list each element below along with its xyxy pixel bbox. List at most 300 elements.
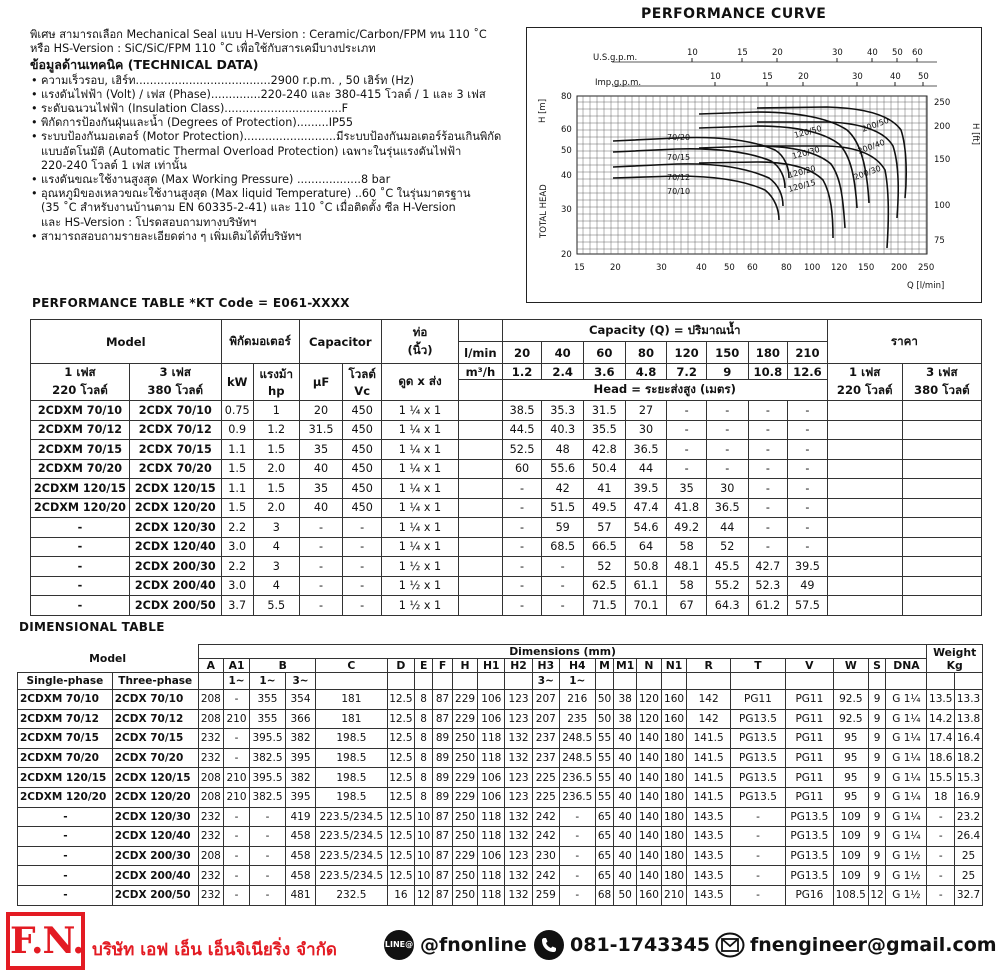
dim-value: - bbox=[250, 885, 286, 905]
tech-item-temperature: • อุณหภูมิของเหลวขณะใช้งานสูงสุด (Max liquid Temperature) ..60 ˚C ในรุ่นมาตรฐาน bbox=[30, 187, 520, 201]
perf-head-value: - bbox=[667, 440, 707, 460]
dim-value: 8 bbox=[415, 748, 433, 768]
dim-model-1phase: - bbox=[18, 827, 113, 847]
perf-head-value: 54.6 bbox=[625, 518, 667, 538]
dim-value: 160 bbox=[661, 709, 686, 729]
perf-head-value: - bbox=[788, 420, 828, 440]
dim-col-c: C bbox=[316, 659, 387, 673]
col-m3h: m³/h bbox=[459, 364, 503, 380]
dim-value: 180 bbox=[661, 729, 686, 749]
dim-value: 123 bbox=[505, 787, 532, 807]
dim-value: 236.5 bbox=[559, 787, 595, 807]
dim-value: PG11 bbox=[785, 787, 833, 807]
perf-hp: 4 bbox=[253, 537, 299, 557]
dim-value: 140 bbox=[636, 748, 661, 768]
dim-value: 12.5 bbox=[387, 748, 415, 768]
perf-vc: - bbox=[343, 596, 382, 616]
dim-col-h: H bbox=[452, 659, 477, 673]
dim-value: 95 bbox=[833, 787, 868, 807]
dim-value: - bbox=[731, 827, 786, 847]
company-name: บริษัท เอฟ เอ็น เอ็นจิเนียริ่ง จำกัด bbox=[92, 940, 337, 960]
dim-row bbox=[18, 787, 983, 807]
perf-blank bbox=[459, 479, 503, 499]
dim-value: 229 bbox=[452, 768, 477, 788]
dim-value: 50 bbox=[595, 709, 614, 729]
special-line-2: หรือ HS-Version : SiC/SiC/FPM 110 ˚C เพื่อใช้กับสารเคมีบางประเภท bbox=[30, 42, 376, 56]
perf-price-3phase bbox=[902, 440, 981, 460]
dim-value: 109 bbox=[833, 866, 868, 886]
dim-value: - bbox=[559, 827, 595, 847]
dim-value: G 1¼ bbox=[886, 748, 927, 768]
perf-model-3phase: 2CDX 200/50 bbox=[129, 596, 221, 616]
perf-blank bbox=[459, 576, 503, 596]
dim-value: 95 bbox=[833, 729, 868, 749]
dim-value: 10 bbox=[415, 807, 433, 827]
dim-value: 132 bbox=[505, 885, 532, 905]
perf-row bbox=[31, 557, 982, 577]
price-3phase-label: 3 เฟส bbox=[926, 365, 958, 379]
perf-head-value: 70.1 bbox=[625, 596, 667, 616]
perf-vc: 450 bbox=[343, 459, 382, 479]
dim-value: 207 bbox=[532, 690, 559, 710]
perf-head-value: 50.8 bbox=[625, 557, 667, 577]
dim-value: 87 bbox=[433, 827, 453, 847]
y-right-tick: 75 bbox=[934, 236, 945, 246]
perf-head-value: - bbox=[667, 401, 707, 421]
perf-head-value: - bbox=[502, 557, 542, 577]
company-logo: F.N. bbox=[6, 912, 85, 970]
dim-value: - bbox=[731, 846, 786, 866]
dim-model-3phase: 2CDX 70/12 bbox=[112, 709, 198, 729]
curve-label: 200/40 bbox=[856, 137, 887, 156]
price-380v-label: 380 โวลต์ bbox=[914, 383, 970, 397]
q-axis-label: Q [l/min] bbox=[907, 281, 945, 291]
perf-head-value: 55.2 bbox=[706, 576, 748, 596]
phone-icon bbox=[534, 930, 564, 960]
dim-value: 355 bbox=[250, 709, 286, 729]
perf-head-value: - bbox=[502, 576, 542, 596]
dim-value: 40 bbox=[614, 748, 636, 768]
dim-col-h3: H3 bbox=[532, 659, 559, 673]
curve-label: 70/10 bbox=[667, 187, 691, 196]
m3h-value: 3.6 bbox=[584, 364, 626, 380]
dim-value: 208 bbox=[198, 787, 223, 807]
dim-value: - bbox=[559, 807, 595, 827]
perf-vc: - bbox=[343, 518, 382, 538]
perf-head-value: - bbox=[748, 498, 788, 518]
dim-row bbox=[18, 827, 983, 847]
dimensional-table-title: DIMENSIONAL TABLE bbox=[19, 620, 165, 634]
perf-pipe: 1 ¼ x 1 bbox=[381, 401, 458, 421]
dim-value: 230 bbox=[532, 846, 559, 866]
dim-value: G 1½ bbox=[886, 885, 927, 905]
dim-value: 140 bbox=[636, 827, 661, 847]
dim-value: 16.4 bbox=[955, 729, 983, 749]
dim-value: 55 bbox=[595, 768, 614, 788]
perf-pipe: 1 ¼ x 1 bbox=[381, 440, 458, 460]
dim-value: 32.7 bbox=[955, 885, 983, 905]
dim-value: 108.5 bbox=[833, 885, 868, 905]
lmin-value: 20 bbox=[502, 342, 542, 364]
col-vc-en: Vc bbox=[354, 384, 371, 398]
dim-value: PG13.5 bbox=[731, 787, 786, 807]
dim-value: 106 bbox=[478, 846, 505, 866]
x-tick: 60 bbox=[747, 263, 758, 273]
dim-value: 40 bbox=[614, 729, 636, 749]
dim-value: - bbox=[250, 807, 286, 827]
perf-row bbox=[31, 596, 982, 616]
dim-value: 9 bbox=[868, 768, 886, 788]
perf-head-value: - bbox=[542, 576, 584, 596]
perf-hp: 1 bbox=[253, 401, 299, 421]
perf-head-value: 61.2 bbox=[748, 596, 788, 616]
dim-value: 223.5/234.5 bbox=[316, 827, 387, 847]
perf-row bbox=[31, 518, 982, 538]
dim-value: 143.5 bbox=[687, 885, 731, 905]
perf-uf: 31.5 bbox=[299, 420, 343, 440]
dim-value: 250 bbox=[452, 729, 477, 749]
dim-value: 109 bbox=[833, 846, 868, 866]
dim-value: 89 bbox=[433, 787, 453, 807]
perf-head-value: - bbox=[748, 420, 788, 440]
col-uf: µF bbox=[299, 364, 343, 401]
perf-head-value: 38.5 bbox=[502, 401, 542, 421]
perf-head-value: 48 bbox=[542, 440, 584, 460]
perf-hp: 2.0 bbox=[253, 459, 299, 479]
perf-row bbox=[31, 537, 982, 557]
perf-head-value: 35 bbox=[667, 479, 707, 499]
dim-value: 118 bbox=[478, 827, 505, 847]
col-380v-label: 380 โวลต์ bbox=[147, 383, 204, 397]
perf-head-value: 47.4 bbox=[625, 498, 667, 518]
usgpm-ticks bbox=[687, 48, 923, 62]
dim-value: 181 bbox=[316, 709, 387, 729]
dim-value: PG13.5 bbox=[785, 846, 833, 866]
perf-price-1phase bbox=[827, 518, 902, 538]
dim-value: 13.8 bbox=[955, 709, 983, 729]
perf-head-value: 67 bbox=[667, 596, 707, 616]
perf-pipe: 1 ¼ x 1 bbox=[381, 420, 458, 440]
perf-model-3phase: 2CDX 70/10 bbox=[129, 401, 221, 421]
dim-value: 180 bbox=[661, 787, 686, 807]
lmin-value: 180 bbox=[748, 342, 788, 364]
dim-value: 232 bbox=[198, 827, 223, 847]
dim-value: 395.5 bbox=[250, 729, 286, 749]
curve-label: 120/30 bbox=[791, 144, 821, 161]
perf-uf: - bbox=[299, 557, 343, 577]
dim-value: 458 bbox=[285, 827, 315, 847]
dim-value: 229 bbox=[452, 846, 477, 866]
y-left-tick: 30 bbox=[561, 205, 572, 215]
h-ft-label: H [ft] bbox=[970, 123, 980, 145]
dim-model-3phase: 2CDX 70/20 bbox=[112, 748, 198, 768]
col-head: Head = ระยะส่งสูง (เมตร) bbox=[502, 380, 827, 401]
dim-value: 118 bbox=[478, 866, 505, 886]
dim-row bbox=[18, 846, 983, 866]
col-hp bbox=[253, 364, 299, 401]
dim-value: 9 bbox=[868, 690, 886, 710]
dim-value: 16 bbox=[387, 885, 415, 905]
dim-value: 95 bbox=[833, 748, 868, 768]
dim-value: 106 bbox=[478, 709, 505, 729]
dim-value: - bbox=[731, 866, 786, 886]
dim-value: 132 bbox=[505, 748, 532, 768]
x-tick: 100 bbox=[804, 263, 821, 273]
dim-value: 18.2 bbox=[955, 748, 983, 768]
dim-value: 9 bbox=[868, 729, 886, 749]
dim-value: 210 bbox=[661, 885, 686, 905]
dim-value: 223.5/234.5 bbox=[316, 807, 387, 827]
m3h-value: 12.6 bbox=[788, 364, 828, 380]
dim-value: G 1¼ bbox=[886, 787, 927, 807]
tech-item-pressure: • แรงดันขณะใช้งานสูงสุด (Max Working Pressure) ..................8 bar bbox=[30, 173, 520, 187]
dim-value: 141.5 bbox=[687, 729, 731, 749]
dim-value: 87 bbox=[433, 690, 453, 710]
m3h-value: 2.4 bbox=[542, 364, 584, 380]
dim-value: 12.5 bbox=[387, 846, 415, 866]
perf-head-value: 66.5 bbox=[584, 537, 626, 557]
email-address[interactable]: fnengineer@gmail.com bbox=[750, 934, 997, 956]
perf-head-value: 41 bbox=[584, 479, 626, 499]
usgpm-label: U.S.g.p.m. bbox=[593, 53, 638, 63]
m3h-value: 10.8 bbox=[748, 364, 788, 380]
perf-blank bbox=[459, 596, 503, 616]
perf-model-1phase: 2CDXM 70/15 bbox=[31, 440, 130, 460]
dim-row bbox=[18, 885, 983, 905]
dim-value: 25 bbox=[955, 846, 983, 866]
perf-model-1phase: - bbox=[31, 576, 130, 596]
perf-model-3phase: 2CDX 200/30 bbox=[129, 557, 221, 577]
tech-item-motor-cont-1: แบบอัตโนมัติ (Automatic Thermal Overload Protection) เฉพาะในรุ่นแรงดันไฟฟ้า bbox=[41, 144, 462, 158]
tech-item-motor-cont-2: 220-240 โวลต์ 1 เฟส เท่านั้น bbox=[41, 158, 187, 172]
tech-item-speed: • ความเร็วรอบ, เฮิร์ท......................................2900 r.p.m. , 50 เฮิร์ท (Hz) bbox=[30, 74, 520, 88]
phone-number[interactable]: 081-1743345 bbox=[570, 934, 711, 956]
dim-value: - bbox=[223, 827, 249, 847]
dim-value: 458 bbox=[285, 846, 315, 866]
perf-head-value: 71.5 bbox=[584, 596, 626, 616]
dim-value: 9 bbox=[868, 827, 886, 847]
dim-value: - bbox=[223, 807, 249, 827]
dim-value: 12.5 bbox=[387, 729, 415, 749]
perf-kw: 1.5 bbox=[221, 498, 253, 518]
dim-value: - bbox=[927, 827, 955, 847]
dim-value: 140 bbox=[636, 866, 661, 886]
col-capacitor: Capacitor bbox=[299, 320, 381, 364]
perf-head-value: - bbox=[748, 537, 788, 557]
performance-curve-title: PERFORMANCE CURVE bbox=[641, 6, 827, 22]
dim-model-3phase: 2CDX 200/50 bbox=[112, 885, 198, 905]
perf-row bbox=[31, 459, 982, 479]
dim-value: 106 bbox=[478, 768, 505, 788]
usgpm-tick: 30 bbox=[832, 48, 843, 58]
company-footer bbox=[0, 910, 1000, 975]
dim-value: PG13.5 bbox=[785, 827, 833, 847]
perf-head-value: 52.5 bbox=[502, 440, 542, 460]
impgpm-tick: 10 bbox=[710, 72, 721, 82]
perf-head-value: 42.8 bbox=[584, 440, 626, 460]
dim-value: PG13.5 bbox=[731, 709, 786, 729]
perf-model-1phase: - bbox=[31, 557, 130, 577]
perf-hp: 3 bbox=[253, 557, 299, 577]
dim-col-n: N bbox=[636, 659, 661, 673]
dim-value: - bbox=[250, 846, 286, 866]
perf-model-3phase: 2CDX 120/15 bbox=[129, 479, 221, 499]
dim-value: 232.5 bbox=[316, 885, 387, 905]
x-tick: 30 bbox=[656, 263, 667, 273]
dim-value: 140 bbox=[636, 729, 661, 749]
perf-head-value: - bbox=[667, 459, 707, 479]
dim-value: 180 bbox=[661, 866, 686, 886]
perf-pipe: 1 ¼ x 1 bbox=[381, 498, 458, 518]
perf-price-3phase bbox=[902, 498, 981, 518]
col-price-3phase bbox=[902, 364, 981, 401]
perf-uf: - bbox=[299, 537, 343, 557]
dim-value: 180 bbox=[661, 827, 686, 847]
y-left-tick: 40 bbox=[561, 171, 572, 181]
y-left-tick: 80 bbox=[561, 92, 572, 102]
perf-head-value: 52.3 bbox=[748, 576, 788, 596]
perf-price-3phase bbox=[902, 401, 981, 421]
perf-price-1phase bbox=[827, 498, 902, 518]
dim-value: 8 bbox=[415, 709, 433, 729]
dim-value: - bbox=[223, 866, 249, 886]
y-right-tick: 250 bbox=[934, 98, 951, 108]
perf-vc: - bbox=[343, 537, 382, 557]
dim-value: 237 bbox=[532, 729, 559, 749]
dim-col-w: W bbox=[833, 659, 868, 673]
dim-col-a1: A1 bbox=[223, 659, 249, 673]
dim-col-d: D bbox=[387, 659, 415, 673]
dim-value: 120 bbox=[636, 690, 661, 710]
perf-price-3phase bbox=[902, 518, 981, 538]
perf-head-value: - bbox=[788, 479, 828, 499]
dim-value: 181 bbox=[316, 690, 387, 710]
dim-value: 87 bbox=[433, 709, 453, 729]
perf-head-value: - bbox=[706, 459, 748, 479]
dim-model-1phase: 2CDXM 70/15 bbox=[18, 729, 113, 749]
dim-col-dna: DNA bbox=[886, 659, 927, 673]
dim-value: 143.5 bbox=[687, 807, 731, 827]
dim-value: 229 bbox=[452, 690, 477, 710]
perf-head-value: 31.5 bbox=[584, 401, 626, 421]
perf-pipe: 1 ¼ x 1 bbox=[381, 459, 458, 479]
perf-price-3phase bbox=[902, 459, 981, 479]
col-lmin: l/min bbox=[459, 342, 503, 364]
dim-value: 140 bbox=[636, 846, 661, 866]
perf-uf: - bbox=[299, 576, 343, 596]
dim-value: 65 bbox=[595, 827, 614, 847]
dim-value: 354 bbox=[285, 690, 315, 710]
dim-value: 142 bbox=[687, 709, 731, 729]
dim-value: PG11 bbox=[785, 690, 833, 710]
dim-value: G 1½ bbox=[886, 866, 927, 886]
dim-value: 68 bbox=[595, 885, 614, 905]
dim-value: 12.5 bbox=[387, 690, 415, 710]
dim-value: 25 bbox=[955, 866, 983, 886]
perf-head-value: - bbox=[706, 401, 748, 421]
y-right-tick: 150 bbox=[934, 155, 951, 165]
curve-120-50 bbox=[699, 112, 869, 203]
dim-value: 382.5 bbox=[250, 748, 286, 768]
dim-value: 17.4 bbox=[927, 729, 955, 749]
x-tick: 80 bbox=[781, 263, 792, 273]
dim-model-3phase: 2CDX 70/10 bbox=[112, 690, 198, 710]
dim-model-1phase: - bbox=[18, 866, 113, 886]
x-tick: 15 bbox=[574, 263, 585, 273]
dim-value: 9 bbox=[868, 787, 886, 807]
x-tick: 120 bbox=[831, 263, 848, 273]
h-m-label: H [m] bbox=[538, 98, 548, 123]
line-id[interactable]: @fnonline bbox=[420, 934, 527, 956]
perf-hp: 1.5 bbox=[253, 440, 299, 460]
dim-value: 180 bbox=[661, 768, 686, 788]
dim-model-1phase: - bbox=[18, 807, 113, 827]
dim-col-b: B bbox=[250, 659, 316, 673]
perf-price-3phase bbox=[902, 537, 981, 557]
perf-head-value: - bbox=[502, 479, 542, 499]
dim-model-1phase: 2CDXM 70/20 bbox=[18, 748, 113, 768]
tech-item-temp-cont-1: (35 ˚C สำหรับงานบ้านตาม EN 60335-2-41) และ 110 ˚C เมื่อติดตั้ง ซีล H-Version bbox=[41, 201, 456, 215]
dim-value: 10 bbox=[415, 827, 433, 847]
perf-header-row-1 bbox=[31, 320, 982, 342]
dim-value: PG11 bbox=[785, 768, 833, 788]
dim-value: 458 bbox=[285, 866, 315, 886]
dim-row bbox=[18, 768, 983, 788]
perf-head-value: 42 bbox=[542, 479, 584, 499]
usgpm-tick: 10 bbox=[687, 48, 698, 58]
dim-value: - bbox=[927, 807, 955, 827]
dim-value: 95 bbox=[833, 768, 868, 788]
dim-col-model: Model bbox=[18, 645, 199, 673]
perf-kw: 3.0 bbox=[221, 537, 253, 557]
dim-col-n1: N1 bbox=[661, 659, 686, 673]
dim-value: 123 bbox=[505, 709, 532, 729]
curve-label: 120/50 bbox=[793, 123, 823, 140]
dim-value: 15.5 bbox=[927, 768, 955, 788]
dim-model-3phase: 2CDX 120/30 bbox=[112, 807, 198, 827]
perf-blank bbox=[459, 518, 503, 538]
curve-label: 70/15 bbox=[667, 153, 691, 162]
dim-col-weight bbox=[927, 645, 983, 673]
perf-kw: 1.5 bbox=[221, 459, 253, 479]
dim-value: PG11 bbox=[785, 729, 833, 749]
dim-row bbox=[18, 866, 983, 886]
perf-uf: - bbox=[299, 518, 343, 538]
perf-head-value: 36.5 bbox=[625, 440, 667, 460]
perf-pipe: 1 ¼ x 1 bbox=[381, 518, 458, 538]
perf-price-1phase bbox=[827, 576, 902, 596]
dim-row bbox=[18, 807, 983, 827]
usgpm-tick: 15 bbox=[737, 48, 748, 58]
perf-uf: 40 bbox=[299, 498, 343, 518]
dim-value: - bbox=[250, 827, 286, 847]
dim-value: 198.5 bbox=[316, 729, 387, 749]
perf-head-value: - bbox=[542, 557, 584, 577]
usgpm-tick: 20 bbox=[772, 48, 783, 58]
perf-model-3phase: 2CDX 120/20 bbox=[129, 498, 221, 518]
dim-value: 382 bbox=[285, 729, 315, 749]
performance-curve-chart bbox=[526, 27, 982, 303]
perf-blank bbox=[459, 537, 503, 557]
perf-kw: 0.9 bbox=[221, 420, 253, 440]
dim-value: 210 bbox=[223, 709, 249, 729]
perf-head-value: - bbox=[788, 537, 828, 557]
dim-value: - bbox=[731, 807, 786, 827]
dim-value: 242 bbox=[532, 827, 559, 847]
perf-head-value: 57.5 bbox=[788, 596, 828, 616]
perf-price-3phase bbox=[902, 420, 981, 440]
tech-item-protection: • พิกัดการป้องกันฝุ่นและน้ำ (Degrees of Protection).........IP55 bbox=[30, 116, 520, 130]
